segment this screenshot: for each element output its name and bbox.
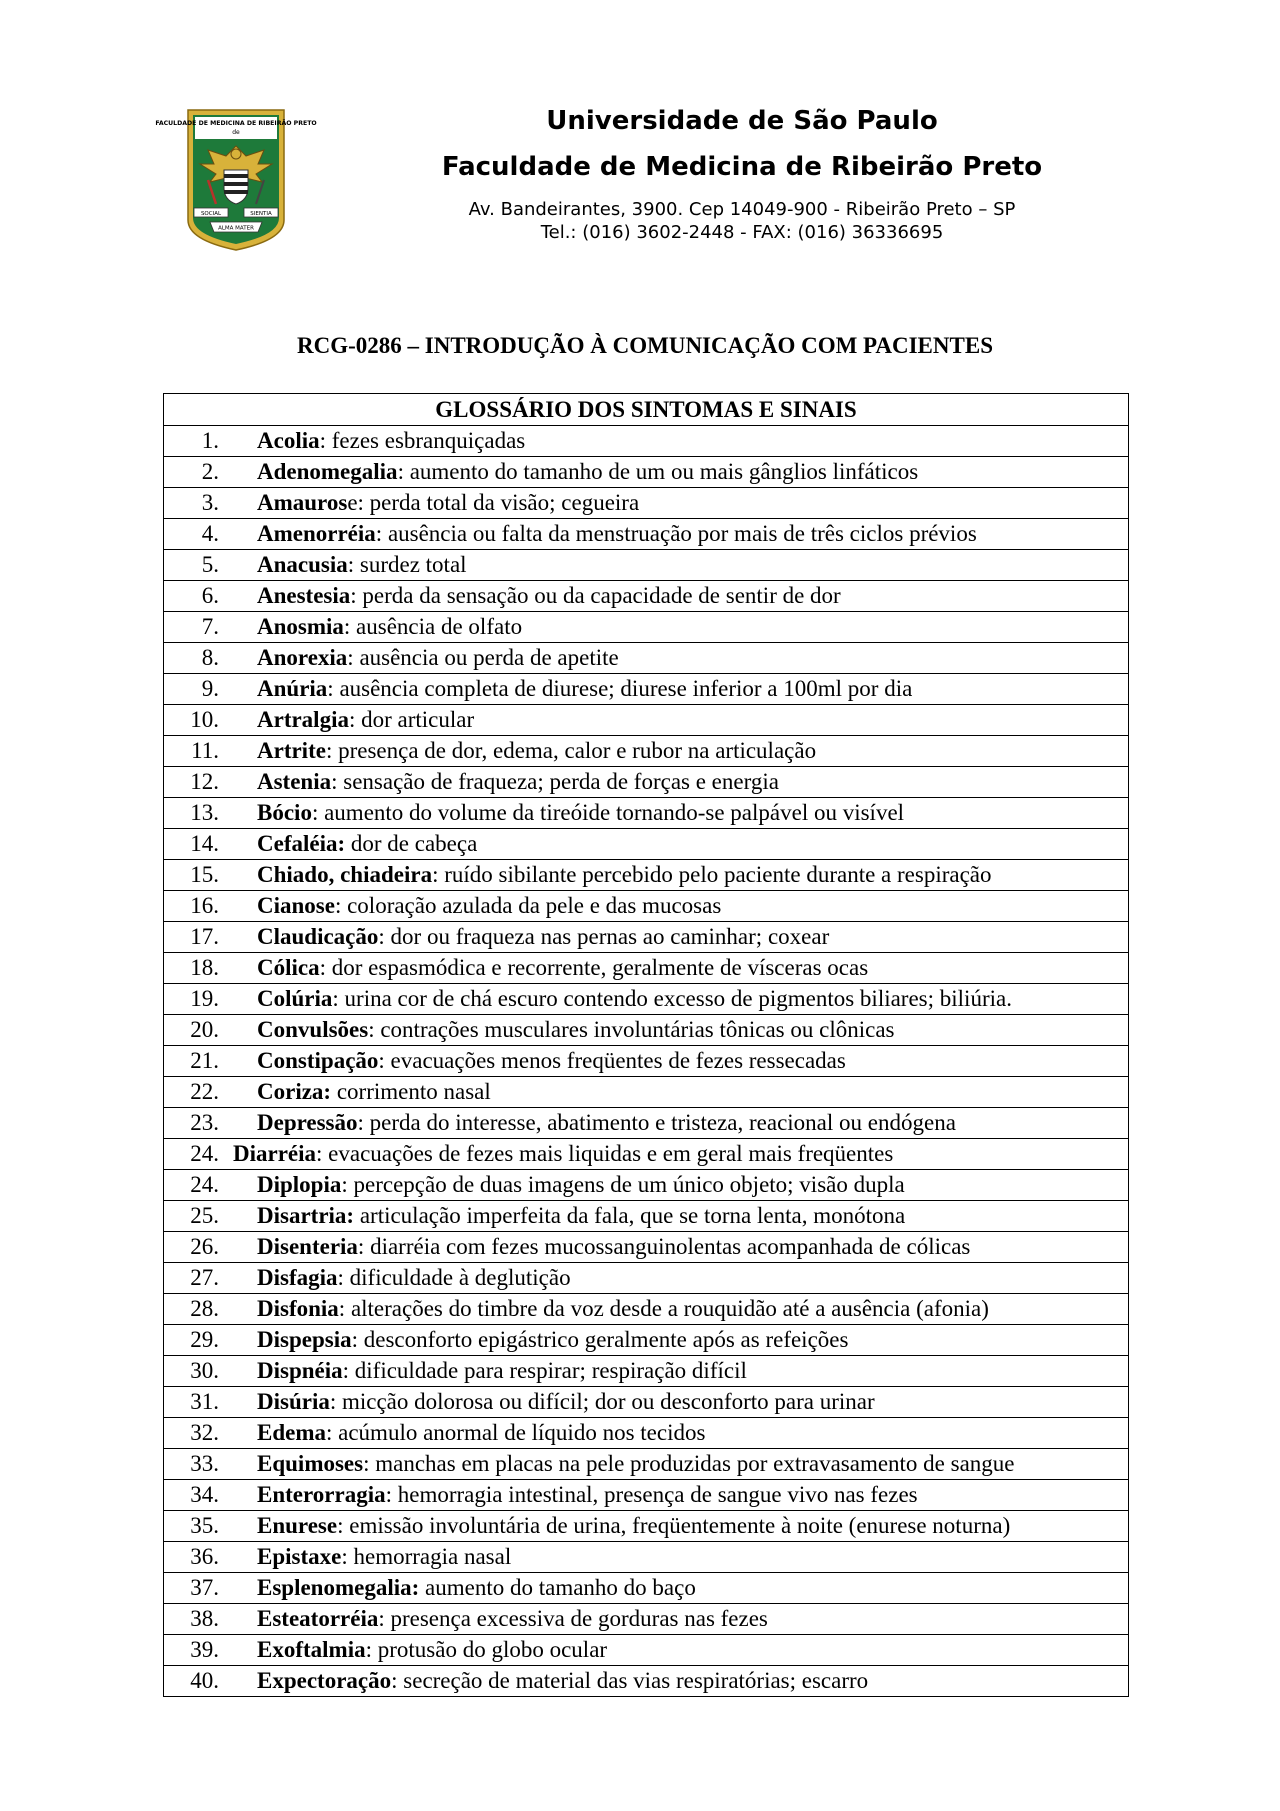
table-row <box>164 984 1129 1015</box>
entry-number: 38. <box>190 1606 219 1631</box>
entry-separator: : <box>329 1389 342 1414</box>
table-row <box>164 1170 1129 1201</box>
glossary-entry <box>164 1387 1129 1418</box>
entry-definition: presença excessiva de gorduras nas fezes <box>390 1606 768 1631</box>
entry-number: 28. <box>190 1296 219 1321</box>
table-row <box>164 829 1129 860</box>
glossary-table <box>163 393 1129 1697</box>
entry-term: Depressão <box>257 1110 358 1135</box>
entry-definition: dificuldade para respirar; respiração difícil <box>354 1358 747 1383</box>
table-row <box>164 612 1129 643</box>
entry-definition: evacuações de fezes mais liquidas e em geral mais freqüentes <box>328 1141 894 1166</box>
entry-number: 20. <box>190 1017 219 1042</box>
entry-separator: : <box>378 1606 391 1631</box>
glossary-entry <box>164 1511 1129 1542</box>
glossary-entry <box>164 1418 1129 1449</box>
glossary-entry <box>164 1480 1129 1511</box>
entry-definition: diarréia com fezes mucossanguinolentas acompanhada de cólicas <box>370 1234 971 1259</box>
entry-term: Amenorréia <box>257 521 376 546</box>
address: Av. Bandeirantes, 3900. Cep 14049-900 - Ribeirão Preto – SP <box>468 199 1016 220</box>
entry-definition: manchas em placas na pele produzidas por extravasamento de sangue <box>375 1451 1015 1476</box>
entry-term: Anúria <box>257 676 328 701</box>
entry-definition: desconforto epigástrico geralmente após as refeições <box>363 1327 849 1352</box>
entry-term: Equimoses <box>257 1451 364 1476</box>
entry-separator: : <box>347 552 360 577</box>
entry-term: Esplenomegalia: <box>257 1575 420 1600</box>
entry-definition: emissão involuntária de urina, freqüentemente à noite (enurese noturna) <box>349 1513 1011 1538</box>
entry-term: Expectoração <box>257 1668 392 1693</box>
entry-number: 26. <box>190 1234 219 1259</box>
entry-definition: aumento do volume da tireóide tornando-se palpável ou visível <box>324 800 905 825</box>
entry-number: 31. <box>190 1389 219 1414</box>
entry-term: Cefaléia: <box>257 831 346 856</box>
faculty-name: Faculdade de Medicina de Ribeirão Preto <box>441 152 1043 182</box>
entry-definition: dor ou fraqueza nas pernas ao caminhar; coxear <box>390 924 830 949</box>
entry-definition: dor espasmódica e recorrente, geralmente de vísceras ocas <box>331 955 869 980</box>
entry-separator: : <box>341 1544 354 1569</box>
entry-term: Anestesia <box>257 583 351 608</box>
entry-number: 1. <box>201 428 219 453</box>
table-row <box>164 1015 1129 1046</box>
entry-term: Claudicação <box>257 924 379 949</box>
table-row <box>164 1077 1129 1108</box>
contact-info <box>376 198 1108 244</box>
entry-separator: : <box>397 459 410 484</box>
entry-number: 32. <box>190 1420 219 1445</box>
crest-ribbon-left: SOCIAL <box>200 211 222 217</box>
glossary-entry <box>164 581 1129 612</box>
entry-term: Chiado, chiadeira <box>257 862 433 887</box>
entry-number: 24. <box>190 1172 219 1197</box>
entry-number: 37. <box>190 1575 219 1600</box>
entry-separator: : <box>357 1110 370 1135</box>
entry-definition: percepção de duas imagens de um único objeto; visão dupla <box>353 1172 905 1197</box>
table-row <box>164 1666 1129 1697</box>
entry-number: 5. <box>201 552 219 577</box>
glossary-entry <box>164 860 1129 891</box>
table-row <box>164 1418 1129 1449</box>
entry-separator: e: <box>347 490 370 515</box>
glossary-entry <box>164 922 1129 953</box>
table-row <box>164 674 1129 705</box>
entry-term: Adenomegalia <box>257 459 398 484</box>
entry-number: 7. <box>201 614 219 639</box>
table-row <box>164 1294 1129 1325</box>
entry-definition: ruído sibilante percebido pelo paciente durante a respiração <box>444 862 992 887</box>
entry-definition: perda total da visão; cegueira <box>369 490 640 515</box>
table-row <box>164 1387 1129 1418</box>
table-row <box>164 1139 1129 1170</box>
entry-definition: hemorragia intestinal, presença de sangue vivo nas fezes <box>397 1482 918 1507</box>
glossary-entry <box>164 1015 1129 1046</box>
entry-number: 16. <box>190 893 219 918</box>
entry-number: 39. <box>190 1637 219 1662</box>
entry-separator: : <box>334 893 348 918</box>
glossary-entry <box>164 1635 1129 1666</box>
table-row <box>164 1108 1129 1139</box>
entry-separator: : <box>337 1265 350 1290</box>
entry-separator: : <box>327 676 340 701</box>
entry-term: Disartria: <box>257 1203 355 1228</box>
entry-number: 8. <box>201 645 219 670</box>
table-row <box>164 767 1129 798</box>
table-row <box>164 1480 1129 1511</box>
glossary-entry <box>164 550 1129 581</box>
table-row <box>164 736 1129 767</box>
entry-definition: ausência de olfato <box>356 614 523 639</box>
glossary-entry <box>164 984 1129 1015</box>
entry-term: Enterorragia <box>257 1482 386 1507</box>
entry-number: 34. <box>190 1482 219 1507</box>
university-name: Universidade de São Paulo <box>546 106 938 136</box>
entry-number: 6. <box>201 583 219 608</box>
entry-separator: : <box>319 428 332 453</box>
glossary-entry <box>164 457 1129 488</box>
glossary-entry <box>164 612 1129 643</box>
entry-definition: urina cor de chá escuro contendo excesso de pigmentos biliares; biliúria. <box>344 986 1012 1011</box>
entry-separator: : <box>348 707 362 732</box>
table-row <box>164 891 1129 922</box>
table-row <box>164 1325 1129 1356</box>
entry-number: 11. <box>191 738 219 763</box>
entry-term: Artrite <box>257 738 326 763</box>
table-row <box>164 1201 1129 1232</box>
glossary-entry <box>164 1232 1129 1263</box>
entry-term: Disfagia <box>257 1265 338 1290</box>
phone-fax: Tel.: (016) 3602-2448 - FAX: (016) 36336695 <box>540 222 944 243</box>
glossary-entry <box>164 488 1129 519</box>
entry-separator: : <box>342 1358 355 1383</box>
entry-term: Dispnéia <box>257 1358 343 1383</box>
table-row <box>164 550 1129 581</box>
entry-number: 3. <box>201 490 219 515</box>
entry-definition: evacuações menos freqüentes de fezes ressecadas <box>390 1048 846 1073</box>
entry-term: Coriza: <box>257 1079 332 1104</box>
glossary-entry <box>164 1666 1129 1697</box>
crest-ribbon-right: SIENTIA <box>250 211 272 217</box>
table-row <box>164 643 1129 674</box>
entry-separator: : <box>341 1172 354 1197</box>
entry-definition: dor de cabeça <box>350 831 478 856</box>
entry-term: Enurese <box>257 1513 338 1538</box>
entry-separator: : <box>385 1482 398 1507</box>
glossary-entry <box>164 1170 1129 1201</box>
entry-separator: : <box>350 583 363 608</box>
entry-separator: : <box>347 645 360 670</box>
entry-definition: perda da sensação ou da capacidade de sentir de dor <box>362 583 841 608</box>
entry-term: Amauros <box>257 490 348 515</box>
entry-number: 33. <box>190 1451 219 1476</box>
entry-number: 25. <box>190 1203 219 1228</box>
entry-term: Disfonia <box>257 1296 339 1321</box>
table-row <box>164 860 1129 891</box>
entry-term: Esteatorréia <box>257 1606 379 1631</box>
entry-definition: dor articular <box>361 707 475 732</box>
glossary-entry <box>164 891 1129 922</box>
entry-number: 12. <box>190 769 219 794</box>
entry-definition: aumento do tamanho de um ou mais gânglios linfáticos <box>409 459 919 484</box>
entry-number: 15. <box>190 862 219 887</box>
entry-number: 10. <box>190 707 219 732</box>
entry-separator: : <box>391 1668 404 1693</box>
crest-ribbon-bottom: ALMA MATER <box>218 225 254 232</box>
entry-separator: : <box>378 924 391 949</box>
entry-definition: hemorragia nasal <box>353 1544 512 1569</box>
glossary-entry <box>164 1573 1129 1604</box>
glossary-entry <box>164 1449 1129 1480</box>
entry-separator: : <box>357 1234 371 1259</box>
entry-term: Epistaxe <box>257 1544 342 1569</box>
entry-term: Anosmia <box>257 614 344 639</box>
entry-definition: corrimento nasal <box>336 1079 491 1104</box>
entry-definition: contrações musculares involuntárias tônicas ou clônicas <box>380 1017 895 1042</box>
crest-top-text: FACULDADE DE MEDICINA DE RIBEIRÃO PRETO <box>155 120 317 127</box>
entry-term: Edema <box>257 1420 326 1445</box>
entry-number: 35. <box>190 1513 219 1538</box>
entry-number: 29. <box>190 1327 219 1352</box>
entry-definition: acúmulo anormal de líquido nos tecidos <box>338 1420 706 1445</box>
entry-definition: alterações do timbre da voz desde a rouquidão até a ausência (afonia) <box>350 1296 989 1321</box>
glossary-entry <box>164 674 1129 705</box>
entry-number: 14. <box>190 831 219 856</box>
glossary-entry <box>164 1077 1129 1108</box>
entry-term: Disenteria <box>257 1234 358 1259</box>
entry-separator: : <box>316 1141 329 1166</box>
glossary-entry <box>164 1604 1129 1635</box>
table-row <box>164 1604 1129 1635</box>
course-title: RCG-0286 – INTRODUÇÃO À COMUNICAÇÃO COM PACIENTES <box>297 333 993 358</box>
entry-number: 17. <box>190 924 219 949</box>
entry-term: Acolia <box>257 428 320 453</box>
glossary-entry <box>164 1139 1129 1170</box>
entry-term: Exoftalmia <box>257 1637 366 1662</box>
glossary-entry <box>164 705 1129 736</box>
glossary-entry <box>164 1542 1129 1573</box>
entry-number: 18. <box>190 955 219 980</box>
glossary-entry <box>164 1356 1129 1387</box>
entry-term: Convulsões <box>257 1017 369 1042</box>
glossary-entry <box>164 519 1129 550</box>
entry-definition: secreção de material das vias respiratórias; escarro <box>403 1668 869 1693</box>
crest-logo <box>155 108 317 260</box>
table-row <box>164 1542 1129 1573</box>
glossary-entry <box>164 1263 1129 1294</box>
table-row <box>164 1573 1129 1604</box>
table-row <box>164 1232 1129 1263</box>
entry-term: Constipação <box>257 1048 379 1073</box>
entry-term: Bócio <box>257 800 312 825</box>
entry-term: Diarréia <box>233 1141 317 1166</box>
table-row <box>164 1356 1129 1387</box>
entry-term: Colúria <box>257 986 333 1011</box>
entry-separator: : <box>432 862 445 887</box>
entry-separator: : <box>311 800 325 825</box>
entry-definition: coloração azulada da pele e das mucosas <box>347 893 722 918</box>
entry-number: 24. <box>190 1141 219 1166</box>
glossary-entry <box>164 426 1129 457</box>
entry-number: 21. <box>190 1048 219 1073</box>
entry-definition: ausência completa de diurese; diurese inferior a 100ml por dia <box>339 676 913 701</box>
entry-separator: : <box>332 986 345 1011</box>
entry-separator: : <box>365 1637 378 1662</box>
entry-number: 40. <box>190 1668 219 1693</box>
entry-number: 2. <box>201 459 219 484</box>
glossary-entry <box>164 736 1129 767</box>
entry-definition: sensação de fraqueza; perda de forças e energia <box>343 769 779 794</box>
entry-definition: dificuldade à deglutição <box>349 1265 571 1290</box>
table-row <box>164 488 1129 519</box>
entry-number: 27. <box>190 1265 219 1290</box>
entry-separator: : <box>319 955 332 980</box>
table-row <box>164 426 1129 457</box>
glossary-entry <box>164 829 1129 860</box>
entry-number: 4. <box>201 521 219 546</box>
entry-number: 23. <box>190 1110 219 1135</box>
glossary-entry <box>164 643 1129 674</box>
entry-separator: : <box>343 614 357 639</box>
table-row <box>164 581 1129 612</box>
entry-number: 36. <box>190 1544 219 1569</box>
entry-number: 22. <box>190 1079 219 1104</box>
entry-number: 30. <box>190 1358 219 1383</box>
table-row <box>164 1635 1129 1666</box>
entry-definition: aumento do tamanho do baço <box>425 1575 696 1600</box>
table-row <box>164 705 1129 736</box>
entry-separator: : <box>375 521 388 546</box>
table-row <box>164 1449 1129 1480</box>
entry-separator: : <box>326 1420 339 1445</box>
glossary-entry <box>164 767 1129 798</box>
entry-separator: : <box>338 1296 351 1321</box>
entry-separator: : <box>363 1451 376 1476</box>
entry-term: Diplopia <box>257 1172 342 1197</box>
entry-definition: articulação imperfeita da fala, que se torna lenta, monótona <box>359 1203 906 1228</box>
entry-separator: : <box>368 1017 381 1042</box>
entry-term: Anacusia <box>257 552 348 577</box>
glossary-entry <box>164 1046 1129 1077</box>
entry-number: 9. <box>201 676 219 701</box>
entry-separator: : <box>337 1513 350 1538</box>
table-row <box>164 922 1129 953</box>
glossary-entry <box>164 798 1129 829</box>
glossary-entry <box>164 953 1129 984</box>
entry-definition: ausência ou falta da menstruação por mais de três ciclos prévios <box>387 521 977 546</box>
table-row <box>164 1046 1129 1077</box>
table-row <box>164 953 1129 984</box>
entry-definition: presença de dor, edema, calor e rubor na articulação <box>338 738 817 763</box>
glossary-entry <box>164 1294 1129 1325</box>
svg-text:de: de <box>232 129 240 136</box>
entry-definition: protusão do globo ocular <box>377 1637 608 1662</box>
entry-term: Cianose <box>257 893 335 918</box>
entry-definition: micção dolorosa ou difícil; dor ou desconforto para urinar <box>341 1389 875 1414</box>
entry-term: Disúria <box>257 1389 330 1414</box>
entry-term: Anorexia <box>257 645 348 670</box>
entry-separator: : <box>325 738 339 763</box>
glossary-entry <box>164 1325 1129 1356</box>
table-row <box>164 519 1129 550</box>
glossary-title: GLOSSÁRIO DOS SINTOMAS E SINAIS <box>164 394 1129 426</box>
entry-definition: fezes esbranquiçadas <box>331 428 526 453</box>
entry-term: Dispepsia <box>257 1327 352 1352</box>
entry-term: Cólica <box>257 955 320 980</box>
entry-definition: perda do interesse, abatimento e tristeza, reacional ou endógena <box>369 1110 956 1135</box>
entry-term: Astenia <box>257 769 332 794</box>
entry-number: 19. <box>190 986 219 1011</box>
glossary-entry <box>164 1201 1129 1232</box>
table-row <box>164 457 1129 488</box>
entry-term: Artralgia <box>257 707 349 732</box>
entry-separator: : <box>378 1048 391 1073</box>
table-row <box>164 1263 1129 1294</box>
table-row <box>164 1511 1129 1542</box>
entry-number: 13. <box>190 800 219 825</box>
entry-definition: ausência ou perda de apetite <box>359 645 619 670</box>
entry-separator: : <box>351 1327 364 1352</box>
glossary-entry <box>164 1108 1129 1139</box>
entry-definition: surdez total <box>359 552 467 577</box>
table-row <box>164 798 1129 829</box>
entry-separator: : <box>331 769 344 794</box>
